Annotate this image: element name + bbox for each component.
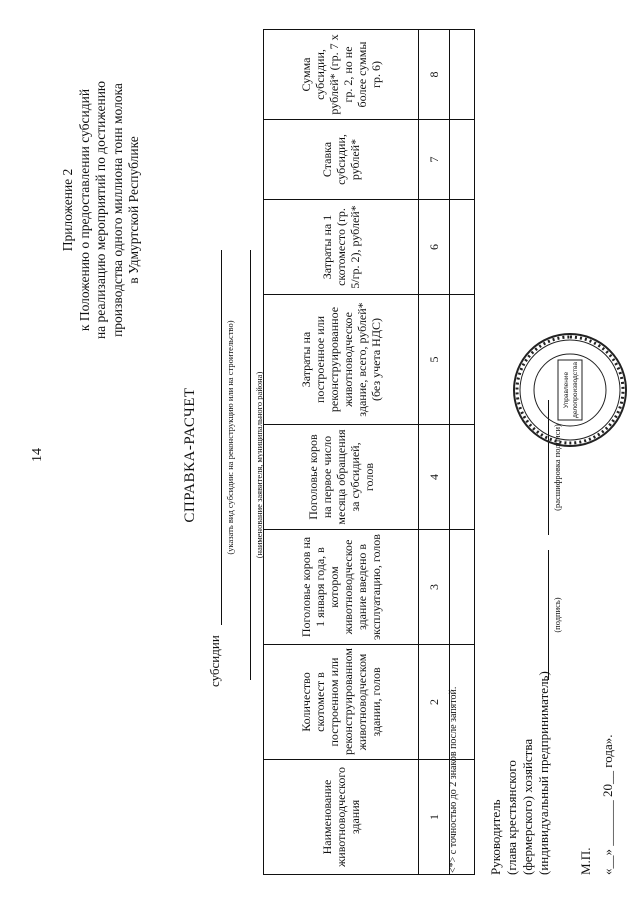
appendix-line: на реализацию мероприятий по достижению <box>93 80 108 340</box>
column-number: 1 <box>419 760 450 875</box>
signatory-title: (глава крестьянского <box>504 760 519 875</box>
signature-line <box>548 550 549 680</box>
table-header-cell: Поголовье коров на 1 января года, в котором животноводческое здание введено в эксплуатацию, голов <box>264 530 419 645</box>
appendix-line: производства одного миллиона тонн молока <box>109 83 125 337</box>
column-number: 8 <box>419 30 450 120</box>
column-number: 2 <box>419 645 450 760</box>
subsidy-fill-line <box>221 250 222 625</box>
table-header-cell: Поголовье коров на первое число месяца обращения за субсидией, голов <box>264 425 419 530</box>
table-header-cell: Сумма субсидии, рублей* (гр. 7 х гр. 2, но не более суммы гр. 6) <box>264 30 419 120</box>
table-cell <box>450 30 475 120</box>
svg-text:делопроизводства: делопроизводства <box>572 362 579 418</box>
signatory-title: Руководитель <box>488 799 503 875</box>
appendix-line: Приложение 2 <box>60 168 75 252</box>
table-header-cell: Затраты на построенное или реконструированное животноводческое здание, всего, рублей* (без учета НДС) <box>264 295 419 425</box>
applicant-fill-line <box>250 250 251 680</box>
table-header-cell: Ставка субсидии, рублей* <box>264 120 419 200</box>
seal-place-label: М.П. <box>578 847 593 875</box>
column-number: 6 <box>419 200 450 295</box>
signature-hint: (подпись) <box>552 597 562 633</box>
table-cell <box>450 120 475 200</box>
column-number: 4 <box>419 425 450 530</box>
table-cell <box>450 295 475 425</box>
signatory-title: (фермерского) хозяйства <box>520 738 535 875</box>
page-number: 14 <box>30 448 45 462</box>
appendix-line: в Удмуртской Республике <box>126 136 141 284</box>
footnote: <*> с точностью до 2 знаков после запятой. <box>448 686 459 873</box>
table-header-cell: Наименование животноводческого здания <box>264 760 419 875</box>
table-cell <box>450 200 475 295</box>
table-cell <box>450 530 475 645</box>
calculation-table <box>263 29 475 875</box>
name-hint: (расшифровка подписи) <box>552 424 562 511</box>
applicant-hint: (наименование заявителя, муниципального района) <box>254 371 264 559</box>
subsidy-label: субсидии <box>207 635 222 687</box>
table-header-cell: Затраты на 1 скотоместо (гр. 5/гр. 2), рублей* <box>264 200 419 295</box>
column-number: 5 <box>419 295 450 425</box>
official-stamp-icon <box>510 330 630 450</box>
table-cell <box>450 425 475 530</box>
appendix-header <box>60 35 143 385</box>
appendix-line: к Положению о предоставлении субсидий <box>76 88 92 332</box>
column-number: 7 <box>419 120 450 200</box>
column-number: 3 <box>419 530 450 645</box>
subsidy-hint: (указать вид субсидии: на реконструкцию или на строительство) <box>225 320 235 555</box>
table-header-row <box>264 30 419 875</box>
table-column-number-row <box>419 30 450 875</box>
document-title: СПРАВКА-РАСЧЕТ <box>182 387 198 523</box>
table-header-cell: Количество скотомест в построенном или реконструированном животноводческом здании, голов <box>264 645 419 760</box>
date-line: «__» _______ 20__ года». <box>600 734 615 875</box>
signatory-title: (индивидуальный предприниматель) <box>536 671 551 875</box>
svg-text:Управление: Управление <box>563 371 570 409</box>
